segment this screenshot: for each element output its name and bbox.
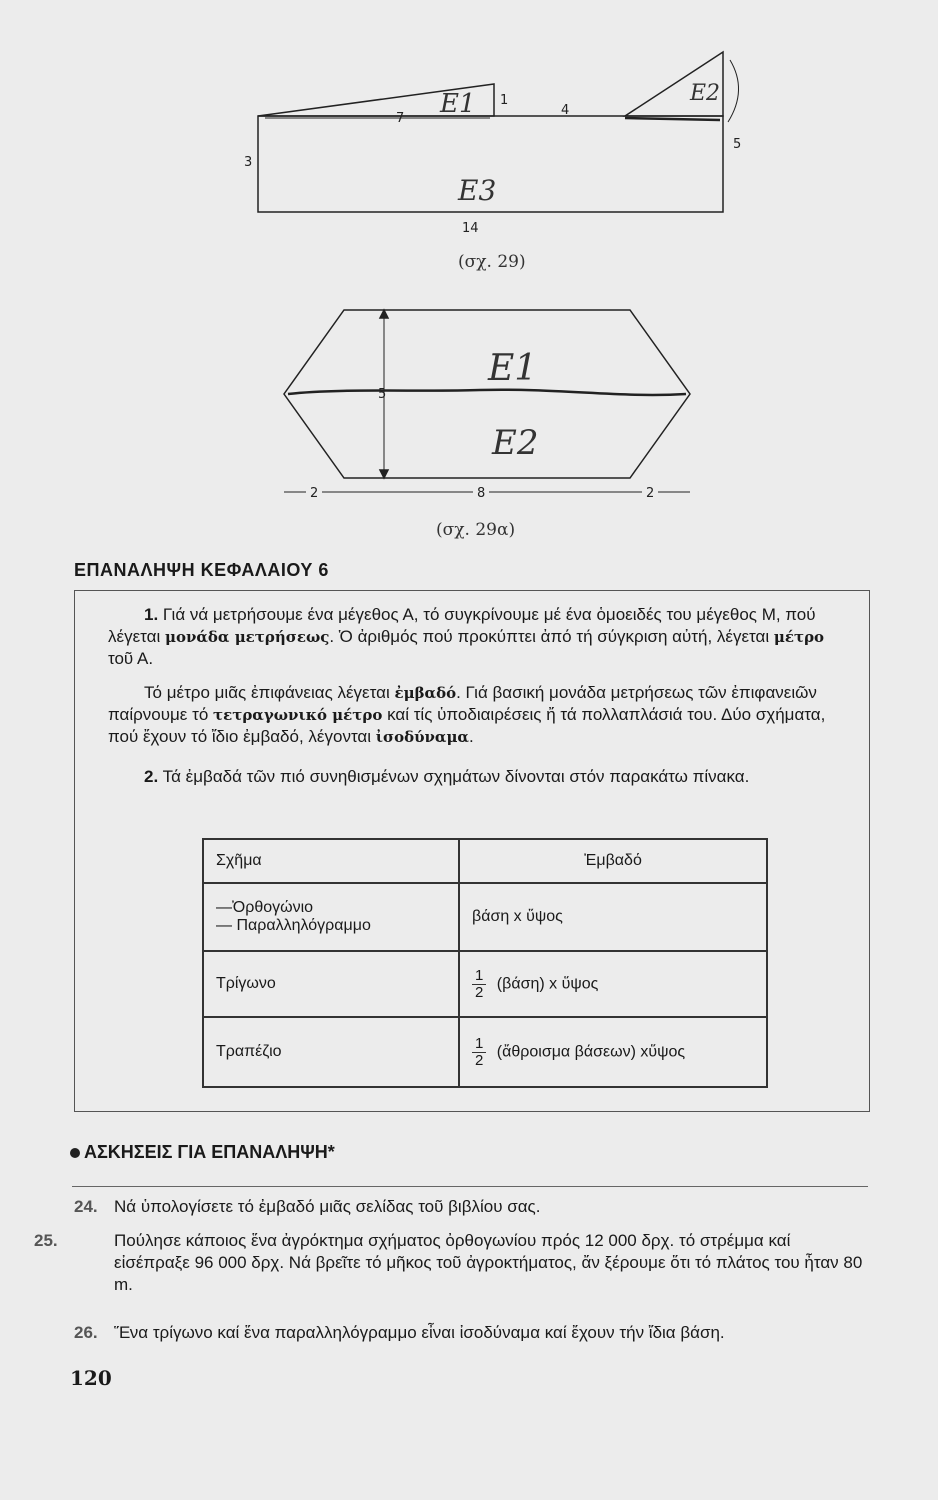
bullet-icon	[70, 1148, 80, 1158]
header-shape: Σχῆμα	[203, 839, 459, 883]
exercise-25	[34, 1230, 868, 1296]
review-paragraph-3	[108, 766, 848, 788]
fig29a-region-e1: E1	[488, 348, 538, 389]
table-row-triangle	[203, 951, 767, 1017]
exercise-24-text: Νά ὑπολογίσετε τό ἐμβαδό μιᾶς σελίδας τοῦ βιβλίου σας.	[114, 1197, 541, 1216]
fig29-region-e3: E3	[458, 174, 497, 207]
row2-fraction	[472, 968, 486, 1001]
fig29-region-e1: E1	[440, 89, 476, 119]
p2-text-e: .	[468, 727, 474, 746]
fig29-label-14: 14	[462, 221, 479, 236]
figures-svg	[0, 0, 938, 560]
row3-fraction	[472, 1036, 486, 1069]
table-header-row	[203, 839, 767, 883]
row3-area: (ἄθροισμα βάσεων) xὕψος	[496, 1043, 686, 1061]
row3-numerator: 1	[472, 1036, 486, 1053]
exercises-heading-text: ΑΣΚΗΣΕΙΣ ΓΙΑ ΕΠΑΝΑΛΗΨΗ*	[84, 1142, 335, 1162]
area-formulas-table	[202, 838, 768, 1088]
review-paragraph-2	[108, 682, 848, 748]
exercise-26	[74, 1322, 868, 1344]
figure-29a	[284, 310, 690, 492]
fig29-label-4: 4	[561, 103, 570, 118]
exercise-25-number: 25.	[34, 1231, 58, 1250]
p2-text-c: . Γιά βασική μονάδα μετρήσεως τῶν ἐπιφανειῶν παίρνουμε τό	[108, 683, 817, 724]
p3-text: Τά ἐμβαδά τῶν πιό συνηθισμένων σχημάτων δίνονται στόν παρακάτω πίνακα.	[162, 767, 750, 786]
p2-text-d: καί τίς ὑποδιαιρέσεις ἤ τά πολλαπλάσιά του. Δύο σχήματα, πού ἔχουν τό ἴδιο ἐμβαδό, λέγονται	[108, 705, 826, 746]
table-row-trapezoid	[203, 1017, 767, 1087]
row3-denominator: 2	[475, 1051, 484, 1069]
fig29-label-1: 1	[500, 93, 509, 108]
p2-term-area: ἐμβαδό	[394, 684, 457, 702]
chapter-review-heading: ΕΠΑΝΑΛΗΨΗ ΚΕΦΑΛΑΙΟΥ 6	[74, 560, 329, 580]
row3-area-cell	[459, 1017, 767, 1087]
exercise-26-text: Ἕνα τρίγωνο καί ἕνα παραλληλόγραμμο εἶναι ἰσοδύναμα καί ἔχουν τήν ἴδια βάση.	[114, 1323, 725, 1342]
p1-term-unit: μονάδα μετρήσεως	[164, 628, 330, 646]
exercise-24-number: 24.	[74, 1197, 98, 1216]
fig29a-label-height: 5	[378, 387, 387, 402]
review-paragraph-1	[108, 604, 848, 670]
row2-numerator: 1	[472, 968, 486, 985]
row1-area: βάση x ὕψος	[459, 883, 767, 951]
fig29a-label-middle: 8	[477, 486, 486, 501]
row2-area: (βάση) x ὕψος	[496, 975, 599, 993]
exercise-26-number: 26.	[74, 1323, 98, 1342]
fig29-caption: (σχ. 29)	[458, 252, 526, 272]
row2-denominator: 2	[475, 983, 484, 1001]
fig29a-caption: (σχ. 29α)	[436, 520, 516, 540]
fig29a-label-left: 2	[310, 486, 319, 501]
row3-shape: Τραπέζιο	[203, 1017, 459, 1087]
exercise-25-text: Πούλησε κάποιος ἕνα ἀγρόκτημα σχήματος ὀρθογωνίου πρός 12 000 δρχ. τό στρέμμα καί εἰσέπραξε 96 000 δρχ. Νά βρεῖτε τό μῆκος τοῦ ἀγροκτήματος, ἄν ξέρουμε ὅτι τό πλάτος του ἦταν 80 m.	[114, 1231, 863, 1294]
p1-term-measure: μέτρο	[773, 628, 825, 646]
p2-text-a: Τό μέτρο μιᾶς ἐπιφάνειας λέγεται	[144, 683, 390, 702]
p1-text-a: Γιά νά μετρήσουμε ένα μέγεθος Α, τό συγκρίνουμε μέ ένα ὁμοειδές του μέγεθος Μ, πού λέγεται	[108, 605, 816, 646]
row1-shape-parallelogram: — Παραλληλόγραμμο	[216, 917, 371, 934]
table-row-rectangle	[203, 883, 767, 951]
header-area: Ἐμβαδό	[459, 839, 767, 883]
fig29-region-e2: E2	[690, 81, 721, 106]
exercises-heading	[70, 1142, 335, 1163]
row2-area-cell	[459, 951, 767, 1017]
fig29a-region-e2: E2	[492, 423, 539, 463]
p1-text-d: τοῦ Α.	[108, 649, 154, 668]
p1-number: 1.	[144, 605, 159, 624]
row1-shape	[203, 883, 459, 951]
fig29-label-3: 3	[244, 155, 253, 170]
exercise-24	[74, 1196, 868, 1218]
p1-text-c: . Ὁ ἀριθμός πού προκύπτει ἀπό τή σύγκριση αὐτή, λέγεται	[329, 627, 770, 646]
p2-term-equivalent: ἰσοδύναμα	[375, 728, 469, 746]
fig29-label-5: 5	[733, 137, 742, 152]
p3-number: 2.	[144, 767, 159, 786]
p2-term-sqm: τετραγωνικό μέτρο	[213, 706, 383, 724]
row1-shape-rectangle: —Ὀρθογώνιο	[216, 899, 314, 916]
fig29a-label-right: 2	[646, 486, 655, 501]
exercises-divider	[72, 1186, 868, 1187]
row2-shape: Τρίγωνο	[203, 951, 459, 1017]
fig29-label-7: 7	[396, 111, 405, 126]
figure-29	[258, 52, 742, 212]
page-number: 120	[70, 1366, 112, 1390]
